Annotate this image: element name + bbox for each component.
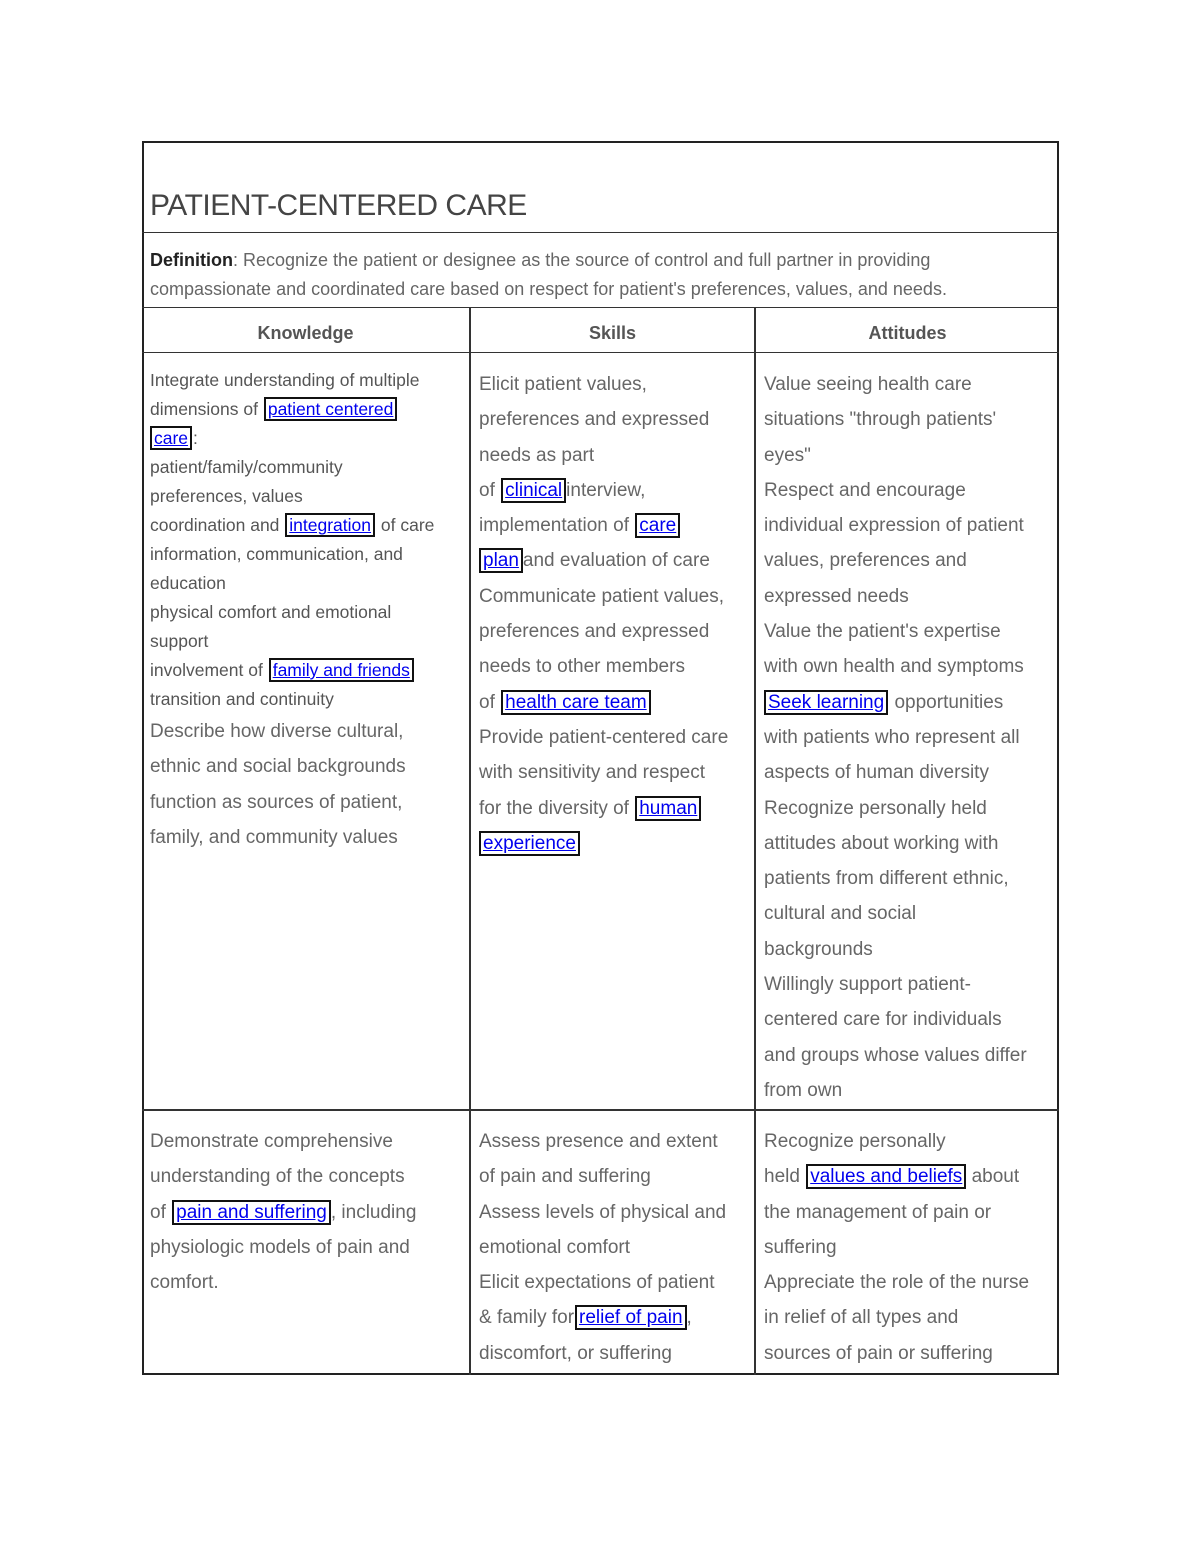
text-line: with patients who represent all [764, 726, 1020, 748]
text-line: of clinical interview, [479, 479, 646, 501]
text-line: sources of pain or suffering [764, 1342, 993, 1364]
text-line: Demonstrate comprehensive [150, 1131, 393, 1152]
row1-skills-cell [471, 367, 754, 861]
text-line: information, communication, and [150, 544, 403, 564]
health-care-team-link[interactable]: health care team [501, 690, 651, 715]
definition-text-1: : Recognize the patient or designee as the source of control and full partner in providing [233, 250, 931, 270]
text-line: preferences and expressed [479, 621, 710, 643]
patient-centered-care-link-cont[interactable]: care [150, 426, 192, 450]
text-line: of pain and suffering , including [150, 1201, 417, 1223]
text-line: preferences and expressed [479, 409, 710, 431]
row-divider [142, 1109, 1059, 1111]
text-line: function as sources of patient, [150, 791, 403, 813]
text-line: preferences, values [150, 486, 303, 506]
text-line: with sensitivity and respect [479, 762, 705, 784]
definition-label: Definition [150, 250, 233, 270]
pain-and-suffering-link[interactable]: pain and suffering [172, 1200, 331, 1225]
header-attitudes: Attitudes [868, 323, 947, 343]
text-line: Elicit patient values, [479, 374, 647, 395]
family-and-friends-link[interactable]: family and friends [269, 658, 414, 682]
row1-attitudes-cell [756, 367, 1059, 1108]
seek-learning-link[interactable]: Seek learning [764, 690, 888, 715]
text-line: physiologic models of pain and [150, 1236, 410, 1258]
text-line: values, preferences and [764, 550, 967, 572]
text-line: education [150, 573, 226, 593]
text-line: backgrounds [764, 938, 873, 960]
text-line: Appreciate the role of the nurse [764, 1272, 1030, 1294]
text-line [479, 826, 754, 861]
definition-cell [142, 233, 1059, 308]
text-line: cultural and social [764, 903, 917, 925]
text-line: ethnic and social backgrounds [150, 756, 406, 778]
text-line: Value seeing health care [764, 374, 972, 395]
care-plan-link-cont[interactable]: plan [479, 548, 523, 573]
text-line: the management of pain or [764, 1201, 992, 1223]
patient-centered-care-link[interactable]: patient centered [264, 397, 398, 421]
integration-link[interactable]: integration [285, 513, 375, 537]
row1-knowledge-cell [142, 366, 469, 855]
header-row [142, 308, 1059, 353]
text-line: with own health and symptoms [764, 656, 1024, 678]
text-line: eyes" [764, 444, 811, 466]
text-line: needs to other members [479, 656, 685, 678]
care-plan-link[interactable]: care [635, 513, 680, 538]
text-line: Assess levels of physical and [479, 1201, 727, 1223]
text-line: expressed needs [764, 585, 909, 607]
text-line: Communicate patient values, [479, 585, 725, 607]
text-line: implementation of care [479, 508, 754, 543]
text-line: plan and evaluation of care [479, 543, 754, 578]
text-line: held values and beliefs about [764, 1166, 1020, 1188]
text-line: understanding of the concepts [150, 1166, 405, 1188]
text-line: comfort. [150, 1272, 219, 1294]
clinical-link[interactable]: clinical [501, 478, 566, 503]
text-line: emotional comfort [479, 1236, 631, 1258]
text-line: Elicit expectations of patient [479, 1272, 715, 1294]
text-line: Integrate understanding of multiple [150, 370, 420, 390]
text-line: of pain and suffering [479, 1166, 651, 1188]
text-line: support [150, 631, 209, 651]
text-line: transition and continuity [150, 689, 334, 709]
text-line: and groups whose values differ [764, 1044, 1027, 1066]
text-line: Recognize personally held [764, 797, 987, 819]
text-line: Respect and encourage [764, 479, 966, 501]
relief-of-pain-link[interactable]: relief of pain [575, 1305, 687, 1330]
text-line: centered care for individuals [764, 1009, 1002, 1031]
text-line: suffering [764, 1236, 837, 1258]
text-line: for the diversity of human [479, 791, 754, 826]
text-line: patients from different ethnic, [764, 868, 1009, 890]
text-line: & family for relief of pain , [479, 1307, 692, 1329]
text-line: involvement of family and friends [150, 656, 469, 685]
text-line: from own [764, 1079, 843, 1101]
text-line: Provide patient-centered care [479, 726, 729, 748]
text-line: Describe how diverse cultural, [150, 721, 404, 742]
page-title: PATIENT-CENTERED CARE [150, 189, 527, 222]
text-line: Willingly support patient- [764, 974, 971, 996]
header-skills: Skills [588, 323, 637, 343]
text-line: dimensions of patient centered [150, 395, 469, 424]
definition-line-2: compassionate and coordinated care based on respect for patient's preferences, values, and needs. [150, 279, 947, 299]
text-line: coordination and integration of care [150, 515, 435, 535]
human-experience-link-cont[interactable]: experience [479, 831, 580, 856]
text-line: aspects of human diversity [764, 762, 989, 784]
values-and-beliefs-link[interactable]: values and beliefs [806, 1164, 966, 1189]
text-line: Recognize personally [764, 1131, 946, 1152]
text-line: needs as part [479, 444, 595, 466]
row2-knowledge-cell [142, 1124, 469, 1300]
definition-line-1 [150, 246, 1051, 275]
text-line: Assess presence and extent [479, 1131, 718, 1152]
text-line: Value the patient's expertise [764, 621, 1001, 643]
text-line: family, and community values [150, 826, 398, 848]
text-line: physical comfort and emotional [150, 602, 392, 622]
text-line: discomfort, or suffering [479, 1342, 672, 1364]
row2-attitudes-cell [756, 1124, 1059, 1371]
text-line: in relief of all types and [764, 1307, 959, 1329]
header-knowledge: Knowledge [257, 323, 354, 343]
human-experience-link[interactable]: human [635, 796, 701, 821]
text-line: attitudes about working with [764, 832, 999, 854]
row2-skills-cell [471, 1124, 754, 1371]
text-line: patient/family/community [150, 457, 343, 477]
text-line: of health care team [479, 685, 754, 720]
text-line: care : [150, 424, 469, 453]
text-line: individual expression of patient [764, 515, 1024, 537]
text-line: Seek learning opportunities [764, 685, 1059, 720]
title-cell [142, 141, 1059, 233]
text-line: situations "through patients' [764, 409, 997, 431]
